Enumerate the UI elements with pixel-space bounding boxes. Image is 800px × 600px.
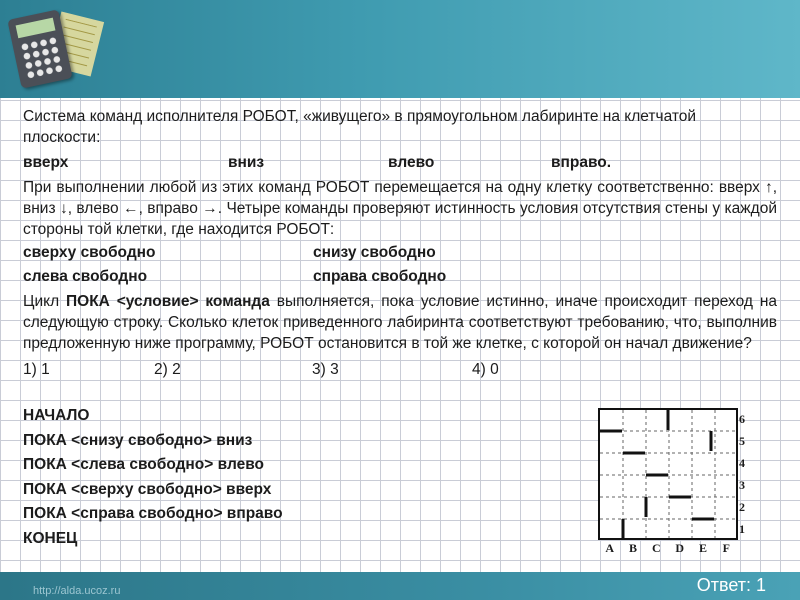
- col-label: A: [605, 541, 614, 555]
- col-label: F: [722, 541, 730, 555]
- source-url: http://alda.ucoz.ru: [33, 585, 121, 597]
- row-label: 5: [739, 434, 745, 448]
- loop-kw1: Цикл: [23, 293, 67, 310]
- program-line: НАЧАЛО: [23, 407, 90, 424]
- loop-rest: выполняется, пока условие истинно, иначе происходит переход на следующую строку. Сколько клеток приведенного лабиринта соответствуют требованию, что, выполнив предложенную ниже программу, РОБОТ остановится в той же клетке, с которой он начал движение?: [23, 293, 777, 352]
- program-line: ПОКА <снизу свободно> вниз: [23, 431, 253, 449]
- command-left: влево: [388, 154, 435, 171]
- maze-svg: [598, 408, 738, 540]
- maze-grid: [598, 408, 738, 540]
- maze-col-labels: [598, 541, 738, 556]
- col-label: B: [628, 541, 637, 555]
- header-band: [0, 0, 800, 98]
- condition-top: сверху свободно: [23, 243, 156, 261]
- description-text: При выполнении любой из этих команд РОБОТ перемещается на одну клетку соответственно: вверх ↑, вниз ↓, влево ←, вправо →. Четыре команды проверяют истинность условия отсутствия стены у каждой стороны той клетки, где находится РОБОТ:: [23, 179, 777, 238]
- intro-text: Система команд исполнителя РОБОТ, «живущего» в прямоугольном лабиринте на клетчатой плоскости:: [23, 108, 697, 146]
- command-down: вниз: [228, 154, 265, 171]
- program-line: ПОКА <справа свободно> вправо: [23, 505, 283, 522]
- col-label: C: [651, 541, 661, 555]
- command-right: вправо.: [551, 154, 612, 171]
- maze-row-labels: [739, 408, 753, 540]
- conditions-row-2: [23, 264, 777, 288]
- row-label: 2: [739, 500, 745, 514]
- command-up: вверх: [23, 154, 69, 171]
- answer-options: [23, 356, 777, 382]
- condition-left: слева свободно: [23, 267, 148, 285]
- row-label: 6: [739, 412, 745, 426]
- col-label: D: [675, 541, 684, 555]
- option-2: 2) 2: [154, 360, 181, 378]
- row-label: 3: [739, 478, 745, 492]
- program-line: ПОКА <слева свободно> влево: [23, 456, 264, 473]
- loop-kw2: ПОКА: [66, 293, 117, 310]
- col-label: E: [698, 541, 707, 555]
- program-line: ПОКА <сверху свободно> вверх: [23, 480, 272, 498]
- program-listing: [23, 404, 283, 551]
- task-text: [23, 106, 777, 382]
- option-4: 4) 0: [472, 360, 499, 378]
- row-label: 4: [739, 456, 745, 470]
- loop-kw3: <условие> команда: [116, 293, 270, 310]
- commands-row: [23, 152, 777, 173]
- loop-text: [23, 291, 777, 354]
- conditions-row-1: [23, 240, 777, 264]
- option-3: 3) 3: [312, 360, 339, 378]
- option-1: 1) 1: [23, 360, 50, 378]
- answer-text: Ответ: 1: [696, 575, 766, 595]
- condition-right: справа свободно: [313, 267, 447, 285]
- condition-bottom: снизу свободно: [313, 243, 436, 261]
- row-label: 1: [739, 522, 745, 536]
- program-line: КОНЕЦ: [23, 529, 78, 547]
